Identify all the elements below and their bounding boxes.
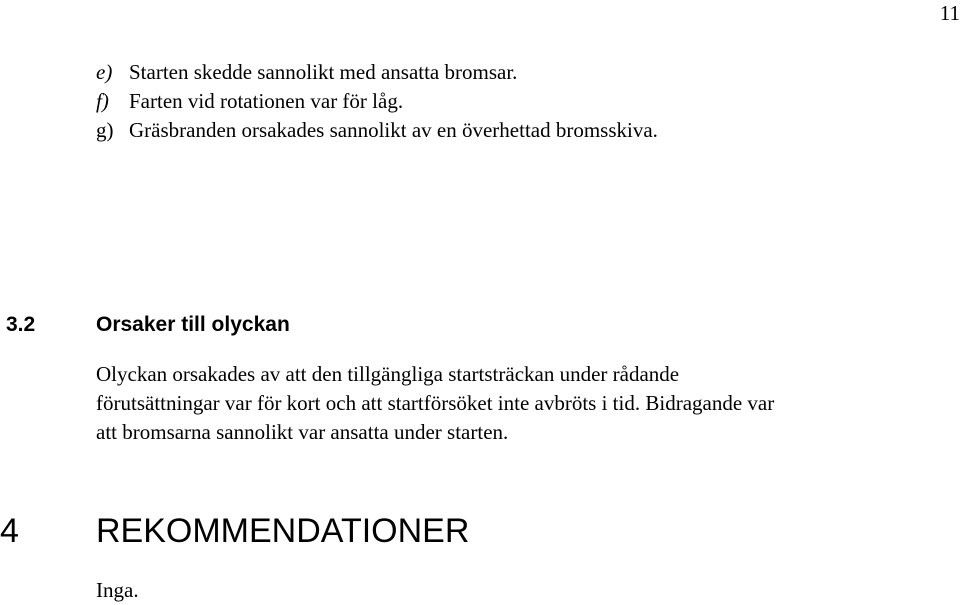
- section-heading: [0, 310, 900, 340]
- list-item-text: Gräsbranden orsakades sannolikt av en överhettad bromsskiva.: [129, 118, 658, 142]
- list-item-text: Farten vid rotationen var för låg.: [129, 89, 404, 113]
- list-item: [96, 116, 896, 145]
- paragraph-line: Olyckan orsakades av att den tillgängliga startsträckan under rådande: [96, 362, 680, 386]
- list-item: [96, 58, 896, 87]
- section-title: Orsaker till olyckan: [96, 313, 290, 336]
- list-marker: g): [96, 118, 114, 142]
- section-paragraph: [96, 360, 946, 447]
- findings-list: [96, 58, 896, 145]
- list-item-text: Starten skedde sannolikt med ansatta bromsar.: [129, 60, 518, 84]
- chapter-title: REKOMMENDATIONER: [96, 512, 470, 550]
- paragraph-line: att bromsarna sannolikt var ansatta under starten.: [96, 420, 509, 444]
- list-marker: f): [96, 89, 109, 113]
- chapter-heading: [0, 510, 900, 552]
- list-marker: e): [96, 60, 113, 84]
- section-number: 3.2: [6, 313, 36, 336]
- paragraph-line: förutsättningar var för kort och att startförsöket inte avbröts i tid. Bidragande var: [96, 391, 775, 415]
- chapter-paragraph: Inga.: [96, 578, 139, 602]
- list-item: [96, 87, 896, 116]
- chapter-number: 4: [0, 512, 19, 550]
- page-number: 11: [939, 1, 960, 25]
